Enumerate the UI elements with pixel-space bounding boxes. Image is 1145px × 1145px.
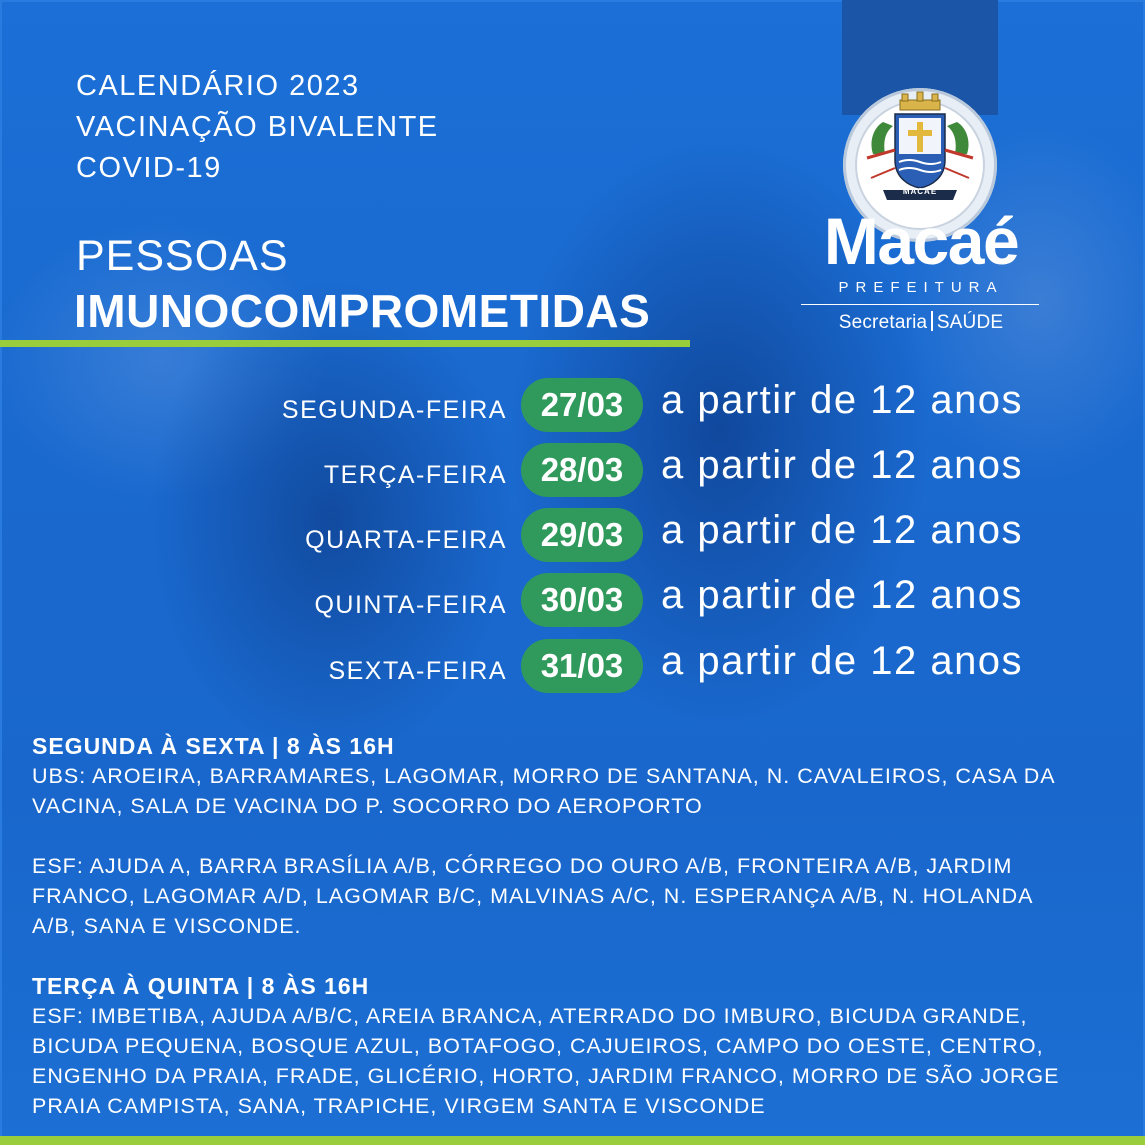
block2-line: ESF: AJUDA A, BARRA BRASÍLIA A/B, CÓRREGO DO OURO A/B, FRONTEIRA A/B, JARDIM (32, 854, 1013, 878)
block1-title: SEGUNDA À SEXTA | 8 ÀS 16H (32, 733, 395, 759)
schedule-day: QUINTA-FEIRA (314, 591, 507, 619)
block3-line: PRAIA CAMPISTA, SANA, TRAPICHE, VIRGEM SANTA E VISCONDE (32, 1094, 766, 1118)
block1-line: VACINA, SALA DE VACINA DO P. SOCORRO DO AEROPORTO (32, 794, 703, 818)
block2-line: A/B, SANA E VISCONDE. (32, 914, 302, 938)
city-logo (801, 205, 1041, 334)
locations-info (32, 731, 1122, 1121)
calendar-header (76, 66, 439, 189)
block3-line: BICUDA PEQUENA, BOSQUE AZUL, BOTAFOGO, CAJUEIROS, CAMPO DO OESTE, CENTRO, (32, 1034, 1044, 1058)
department-separator (931, 311, 933, 331)
schedule-date-badge: 31/03 (521, 639, 643, 693)
schedule-row (0, 508, 1145, 564)
header-line-1: CALENDÁRIO 2023 (76, 70, 360, 102)
department-right: SAÚDE (936, 312, 1004, 333)
schedule-age: a partir de 12 anos (661, 378, 1024, 422)
schedule-age: a partir de 12 anos (661, 639, 1024, 683)
schedule-day: TERÇA-FEIRA (323, 461, 507, 489)
header-line-3: COVID-19 (76, 152, 222, 184)
schedule-day: QUARTA-FEIRA (305, 526, 507, 554)
department-label (801, 311, 1041, 334)
block2-line: FRANCO, LAGOMAR A/D, LAGOMAR B/C, MALVINAS A/C, N. ESPERANÇA A/B, N. HOLANDA (32, 884, 1034, 908)
headline-underline (0, 340, 690, 347)
schedule-row (0, 378, 1145, 434)
schedule-age: a partir de 12 anos (661, 573, 1024, 617)
schedule-age: a partir de 12 anos (661, 508, 1024, 552)
logo-divider (801, 304, 1039, 305)
bottom-accent-bar (0, 1136, 1145, 1145)
block3-line: ENGENHO DA PRAIA, FRADE, GLICÉRIO, HORTO, JARDIM FRANCO, MORRO DE SÃO JORGE (32, 1064, 1060, 1088)
schedule-date-badge: 27/03 (521, 378, 643, 432)
schedule-row (0, 639, 1145, 695)
block3-title: TERÇA À QUINTA | 8 ÀS 16H (32, 973, 370, 999)
audience-headline: IMUNOCOMPROMETIDAS (74, 285, 651, 337)
block1-line: UBS: AROEIRA, BARRAMARES, LAGOMAR, MORRO DE SANTANA, N. CAVALEIROS, CASA DA (32, 764, 1056, 788)
department-left: Secretaria (838, 312, 928, 333)
city-subtitle: PREFEITURA (838, 279, 1004, 296)
schedule-date-badge: 29/03 (521, 508, 643, 562)
schedule-date-badge: 28/03 (521, 443, 643, 497)
block3-line: ESF: IMBETIBA, AJUDA A/B/C, AREIA BRANCA, ATERRADO DO IMBURO, BICUDA GRANDE, (32, 1004, 1028, 1028)
seal-ribbon-text: MACAÉ (902, 187, 938, 196)
audience-subtitle: PESSOAS (76, 232, 289, 280)
schedule-day: SEXTA-FEIRA (328, 657, 507, 685)
schedule-day: SEGUNDA-FEIRA (281, 396, 507, 424)
city-name: Macaé (823, 204, 1019, 278)
schedule-row (0, 573, 1145, 629)
schedule-date-badge: 30/03 (521, 573, 643, 627)
header-line-2: VACINAÇÃO BIVALENTE (76, 111, 439, 143)
schedule-age: a partir de 12 anos (661, 443, 1024, 487)
schedule-row (0, 443, 1145, 499)
